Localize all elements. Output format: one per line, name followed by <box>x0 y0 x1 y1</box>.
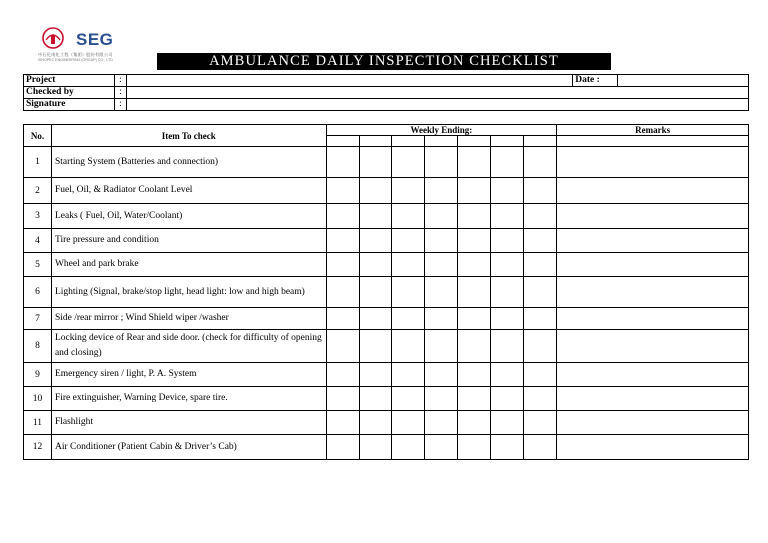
daily-check-cell[interactable] <box>326 387 359 411</box>
project-row <box>24 75 749 87</box>
checked-by-field[interactable] <box>126 87 748 99</box>
daily-check-cell[interactable] <box>392 277 425 308</box>
daily-check-cell[interactable] <box>491 411 524 435</box>
row-number: 7 <box>24 308 52 330</box>
header-info-table <box>23 74 749 111</box>
column-header-no: No. <box>24 125 52 147</box>
daily-check-cell[interactable] <box>392 204 425 229</box>
daily-check-cell[interactable] <box>524 147 557 178</box>
check-item-label: Air Conditioner (Patient Cabin & Driver’s Cab) <box>51 435 326 460</box>
daily-check-cell[interactable] <box>326 229 359 253</box>
column-header-weekly-ending: Weekly Ending: <box>326 125 557 136</box>
day-header-cell <box>458 136 491 147</box>
daily-check-cell[interactable] <box>458 178 491 204</box>
day-header-cell <box>359 136 392 147</box>
daily-check-cell[interactable] <box>326 411 359 435</box>
daily-check-cell[interactable] <box>359 178 392 204</box>
daily-check-cell[interactable] <box>458 253 491 277</box>
daily-check-cell[interactable] <box>326 178 359 204</box>
daily-check-cell[interactable] <box>491 435 524 460</box>
daily-check-cell[interactable] <box>491 387 524 411</box>
checklist-row <box>24 147 749 178</box>
daily-check-cell[interactable] <box>524 387 557 411</box>
page-title: AMBULANCE DAILY INSPECTION CHECKLIST <box>157 53 611 70</box>
daily-check-cell[interactable] <box>392 363 425 387</box>
check-item-label: Starting System (Batteries and connection) <box>51 147 326 178</box>
daily-check-cell[interactable] <box>491 277 524 308</box>
checklist-row <box>24 204 749 229</box>
row-number: 11 <box>24 411 52 435</box>
daily-check-cell[interactable] <box>359 387 392 411</box>
check-item-label: Tire pressure and condition <box>51 229 326 253</box>
check-item-label: Fuel, Oil, & Radiator Coolant Level <box>51 178 326 204</box>
daily-check-cell[interactable] <box>425 308 458 330</box>
checklist-row <box>24 229 749 253</box>
row-number: 9 <box>24 363 52 387</box>
daily-check-cell[interactable] <box>392 147 425 178</box>
remarks-cell[interactable] <box>557 411 749 435</box>
row-number: 5 <box>24 253 52 277</box>
daily-check-cell[interactable] <box>359 435 392 460</box>
daily-check-cell[interactable] <box>425 387 458 411</box>
daily-check-cell[interactable] <box>359 411 392 435</box>
logo-chinese-text: 中石化南化工程（集团）股份有限公司 <box>38 52 113 57</box>
daily-check-cell[interactable] <box>326 253 359 277</box>
project-label: Project <box>24 75 115 87</box>
checklist-row <box>24 308 749 330</box>
company-logo <box>38 22 138 64</box>
daily-check-cell[interactable] <box>392 229 425 253</box>
column-header-remarks: Remarks <box>557 125 749 136</box>
row-number: 10 <box>24 387 52 411</box>
daily-check-cell[interactable] <box>458 277 491 308</box>
daily-check-cell[interactable] <box>392 411 425 435</box>
daily-check-cell[interactable] <box>458 387 491 411</box>
daily-check-cell[interactable] <box>425 330 458 363</box>
check-item-label: Wheel and park brake <box>51 253 326 277</box>
daily-check-cell[interactable] <box>458 411 491 435</box>
checked-by-label: Checked by <box>24 87 115 99</box>
remarks-subheader-cell <box>557 136 749 147</box>
daily-check-cell[interactable] <box>458 204 491 229</box>
signature-label: Signature <box>24 99 115 111</box>
daily-check-cell[interactable] <box>458 229 491 253</box>
daily-check-cell[interactable] <box>425 178 458 204</box>
daily-check-cell[interactable] <box>491 330 524 363</box>
date-label: Date : <box>573 75 618 87</box>
daily-check-cell[interactable] <box>425 277 458 308</box>
check-item-label: Locking device of Rear and side door. (check for difficulty of opening and closing) <box>51 330 326 363</box>
daily-check-cell[interactable] <box>425 204 458 229</box>
row-number: 6 <box>24 277 52 308</box>
remarks-cell[interactable] <box>557 178 749 204</box>
daily-check-cell[interactable] <box>524 178 557 204</box>
row-number: 4 <box>24 229 52 253</box>
remarks-cell[interactable] <box>557 204 749 229</box>
daily-check-cell[interactable] <box>359 229 392 253</box>
inspection-checklist-table <box>23 124 749 460</box>
daily-check-cell[interactable] <box>326 435 359 460</box>
daily-check-cell[interactable] <box>392 435 425 460</box>
checklist-row <box>24 330 749 363</box>
daily-check-cell[interactable] <box>392 253 425 277</box>
check-item-label: Fire extinguisher, Warning Device, spare tire. <box>51 387 326 411</box>
daily-check-cell[interactable] <box>326 204 359 229</box>
remarks-cell[interactable] <box>557 363 749 387</box>
checklist-row <box>24 277 749 308</box>
check-item-label: Emergency siren / light, P. A. System <box>51 363 326 387</box>
checklist-row <box>24 253 749 277</box>
daily-check-cell[interactable] <box>524 253 557 277</box>
logo-english-text: SINOPEC ENGINEERING (GROUP) CO., LTD <box>38 58 113 62</box>
daily-check-cell[interactable] <box>359 330 392 363</box>
row-number: 2 <box>24 178 52 204</box>
daily-check-cell[interactable] <box>392 178 425 204</box>
daily-check-cell[interactable] <box>491 147 524 178</box>
daily-check-cell[interactable] <box>392 330 425 363</box>
remarks-cell[interactable] <box>557 253 749 277</box>
daily-check-cell[interactable] <box>326 147 359 178</box>
daily-check-cell[interactable] <box>524 435 557 460</box>
daily-check-cell[interactable] <box>491 253 524 277</box>
daily-check-cell[interactable] <box>359 277 392 308</box>
remarks-cell[interactable] <box>557 229 749 253</box>
checklist-row <box>24 411 749 435</box>
signature-row <box>24 99 749 111</box>
row-number: 3 <box>24 204 52 229</box>
checklist-row <box>24 387 749 411</box>
check-item-label: Side /rear mirror ; Wind Shield wiper /washer <box>51 308 326 330</box>
remarks-cell[interactable] <box>557 330 749 363</box>
remarks-cell[interactable] <box>557 308 749 330</box>
day-header-cell <box>524 136 557 147</box>
daily-check-cell[interactable] <box>425 147 458 178</box>
daily-check-cell[interactable] <box>491 308 524 330</box>
remarks-cell[interactable] <box>557 277 749 308</box>
check-item-label: Leaks ( Fuel, Oil, Water/Coolant) <box>51 204 326 229</box>
day-header-cell <box>392 136 425 147</box>
daily-check-cell[interactable] <box>491 363 524 387</box>
daily-check-cell[interactable] <box>326 308 359 330</box>
logo-brand-text: SEG <box>76 30 114 49</box>
daily-check-cell[interactable] <box>524 277 557 308</box>
daily-check-cell[interactable] <box>458 330 491 363</box>
daily-check-cell[interactable] <box>359 363 392 387</box>
daily-check-cell[interactable] <box>458 147 491 178</box>
date-field[interactable] <box>618 75 749 87</box>
daily-check-cell[interactable] <box>524 363 557 387</box>
checklist-row <box>24 178 749 204</box>
checked-by-row <box>24 87 749 99</box>
colon: : <box>114 75 126 87</box>
daily-check-cell[interactable] <box>425 229 458 253</box>
daily-check-cell[interactable] <box>425 435 458 460</box>
sinopec-logo-icon <box>40 26 66 50</box>
daily-check-cell[interactable] <box>359 204 392 229</box>
daily-check-cell[interactable] <box>392 387 425 411</box>
colon: : <box>114 99 126 111</box>
row-number: 8 <box>24 330 52 363</box>
daily-check-cell[interactable] <box>524 229 557 253</box>
checklist-row <box>24 363 749 387</box>
day-header-cell <box>326 136 359 147</box>
daily-check-cell[interactable] <box>458 435 491 460</box>
daily-check-cell[interactable] <box>326 363 359 387</box>
daily-check-cell[interactable] <box>359 253 392 277</box>
day-header-cell <box>425 136 458 147</box>
daily-check-cell[interactable] <box>524 330 557 363</box>
daily-check-cell[interactable] <box>326 277 359 308</box>
remarks-cell[interactable] <box>557 147 749 178</box>
daily-check-cell[interactable] <box>359 308 392 330</box>
daily-check-cell[interactable] <box>458 308 491 330</box>
row-number: 12 <box>24 435 52 460</box>
checklist-row <box>24 435 749 460</box>
daily-check-cell[interactable] <box>524 204 557 229</box>
row-number: 1 <box>24 147 52 178</box>
daily-check-cell[interactable] <box>425 363 458 387</box>
daily-check-cell[interactable] <box>425 411 458 435</box>
daily-check-cell[interactable] <box>524 308 557 330</box>
day-header-cell <box>491 136 524 147</box>
daily-check-cell[interactable] <box>425 253 458 277</box>
daily-check-cell[interactable] <box>458 363 491 387</box>
remarks-cell[interactable] <box>557 387 749 411</box>
daily-check-cell[interactable] <box>392 308 425 330</box>
signature-field[interactable] <box>126 99 748 111</box>
daily-check-cell[interactable] <box>359 147 392 178</box>
check-item-label: Lighting (Signal, brake/stop light, head light: low and high beam) <box>51 277 326 308</box>
daily-check-cell[interactable] <box>524 411 557 435</box>
project-field[interactable] <box>126 75 572 87</box>
daily-check-cell[interactable] <box>491 229 524 253</box>
daily-check-cell[interactable] <box>491 178 524 204</box>
remarks-cell[interactable] <box>557 435 749 460</box>
check-item-label: Flashlight <box>51 411 326 435</box>
column-header-item: Item To check <box>51 125 326 147</box>
colon: : <box>114 87 126 99</box>
daily-check-cell[interactable] <box>326 330 359 363</box>
daily-check-cell[interactable] <box>491 204 524 229</box>
